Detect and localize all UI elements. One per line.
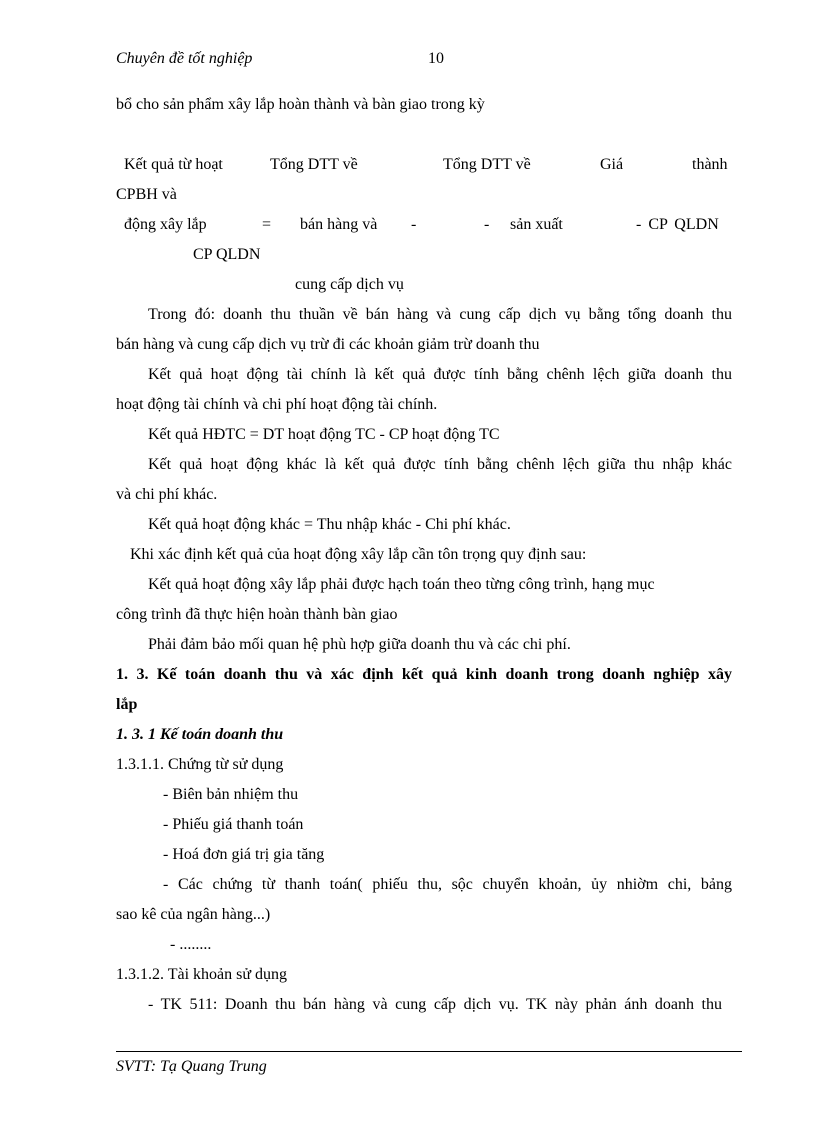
header-title: Chuyên đề tốt nghiệp xyxy=(116,50,253,67)
paragraph-line: hoạt động tài chính và chi phí hoạt động tài chính. xyxy=(116,396,438,413)
list-item: - Biên bản nhiệm thu xyxy=(163,786,299,803)
formula-text: CP QLDN xyxy=(193,246,261,263)
formula-text: Tổng DTT về xyxy=(443,156,531,173)
list-item: - TK 511: Doanh thu bán hàng và cung cấp dịch vụ. TK này phản ánh doanh thu xyxy=(148,996,722,1013)
formula-equals: = xyxy=(262,216,272,233)
paragraph-line: Kết quả hoạt động xây lắp phải được hạch toán theo từng công trình, hạng mục xyxy=(148,576,655,593)
formula-text: CPBH và xyxy=(116,186,177,203)
formula-text: thành xyxy=(692,156,728,173)
formula-text: Tổng DTT về xyxy=(270,156,358,173)
section-heading: 1. 3. Kế toán doanh thu và xác định kết quả kinh doanh trong doanh nghiệp xây xyxy=(116,666,732,683)
body-line-top: bổ cho sản phẩm xây lắp hoàn thành và bàn giao trong kỳ xyxy=(116,96,485,113)
formula-text: cung cấp dịch vụ xyxy=(295,276,404,293)
list-item: - Phiếu giá thanh toán xyxy=(163,816,304,833)
paragraph-line: Khi xác định kết quả của hoạt động xây lắp cần tôn trọng quy định sau: xyxy=(130,546,587,563)
list-item: - Các chứng từ thanh toán( phiếu thu, sộc chuyển khoản, ủy nhiờm chi, bảng xyxy=(163,876,732,893)
paragraph-line: Phải đảm bảo mối quan hệ phù hợp giữa doanh thu và các chi phí. xyxy=(148,636,571,653)
footer-divider xyxy=(116,1051,742,1052)
paragraph-line: bán hàng và cung cấp dịch vụ trừ đi các khoản giảm trừ doanh thu xyxy=(116,336,540,353)
sub-subsection-heading: 1.3.1.1. Chứng từ sử dụng xyxy=(116,756,284,773)
paragraph-line: Kết quả hoạt động khác là kết quả được tính bằng chênh lệch giữa thu nhập khác xyxy=(148,456,732,473)
formula-text: sản xuất xyxy=(510,216,563,233)
formula-minus: - xyxy=(484,216,490,233)
subsection-heading: 1. 3. 1 Kế toán doanh thu xyxy=(116,726,284,743)
formula-text: Giá xyxy=(600,156,624,173)
formula-text: bán hàng và xyxy=(300,216,378,233)
formula-minus: - xyxy=(411,216,417,233)
paragraph-line: công trình đã thực hiện hoàn thành bàn giao xyxy=(116,606,398,623)
page-number: 10 xyxy=(428,50,444,67)
paragraph-line: Kết quả hoạt động khác = Thu nhập khác - Chi phí khác. xyxy=(148,516,511,533)
paragraph-line: Kết quả HĐTC = DT hoạt động TC - CP hoạt động TC xyxy=(148,426,500,443)
paragraph-line: Trong đó: doanh thu thuần về bán hàng và cung cấp dịch vụ bằng tổng doanh thu xyxy=(148,306,732,323)
list-item: sao kê của ngân hàng...) xyxy=(116,906,271,923)
formula-text: Kết quả từ hoạt xyxy=(124,156,223,173)
formula-text: - CP QLDN xyxy=(636,216,719,233)
list-item: - Hoá đơn giá trị gia tăng xyxy=(163,846,325,863)
formula-text: động xây lắp xyxy=(124,216,207,233)
paragraph-line: Kết quả hoạt động tài chính là kết quả được tính bằng chênh lệch giữa doanh thu xyxy=(148,366,732,383)
paragraph-line: và chi phí khác. xyxy=(116,486,218,503)
list-item: - ........ xyxy=(170,936,212,953)
sub-subsection-heading: 1.3.1.2. Tài khoản sử dụng xyxy=(116,966,288,983)
footer-author: SVTT: Tạ Quang Trung xyxy=(116,1058,267,1075)
section-heading: lắp xyxy=(116,696,138,713)
